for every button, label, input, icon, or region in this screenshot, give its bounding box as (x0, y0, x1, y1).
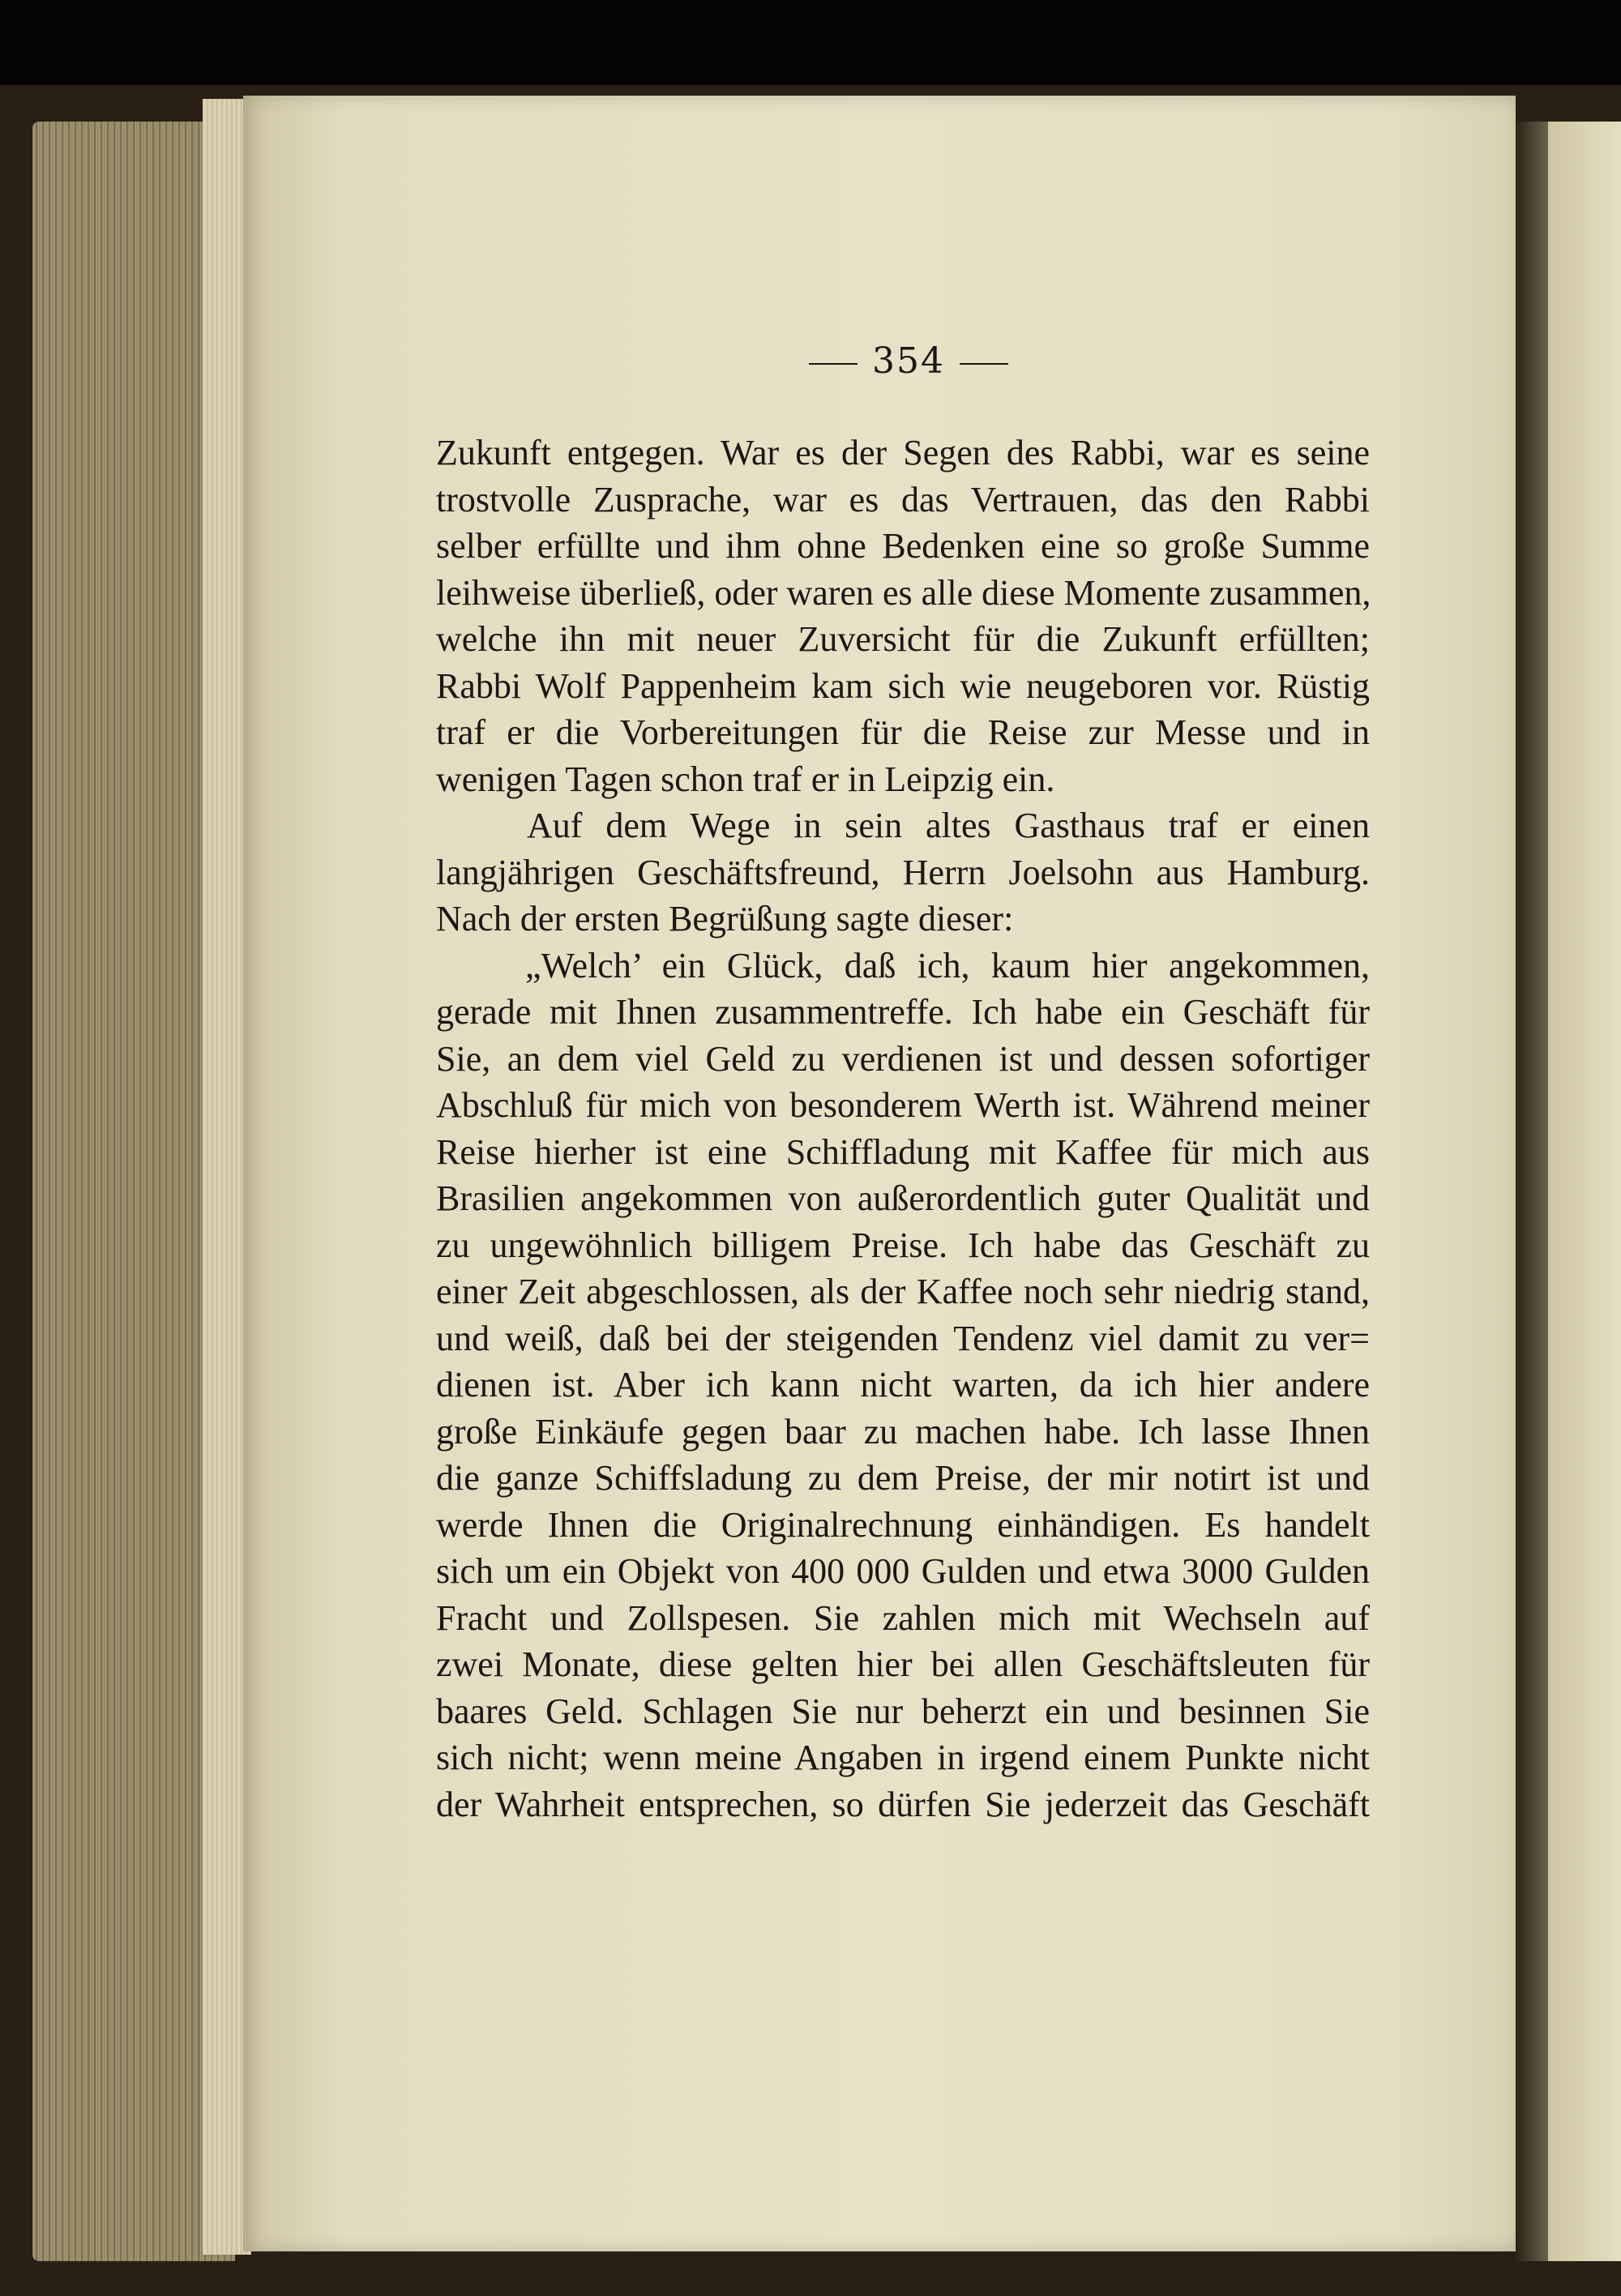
page-number: 354 (872, 340, 945, 382)
text-line: selber erfüllte und ihm ohne Bedenken eine so große Summe (436, 526, 1370, 566)
text-line: die ganze Schiffsladung zu dem Preise, der mir notirt ist und (436, 1458, 1370, 1498)
text-line: baares Geld. Schlagen Sie nur beherzt ein und besinnen Sie (436, 1691, 1370, 1731)
text-line: dienen ist. Aber ich kann nicht warten, da ich hier andere (436, 1365, 1370, 1405)
text-line: „Welch’ ein Glück, daß ich, kaum hier angekommen, (525, 945, 1370, 986)
body-text (436, 430, 1370, 1828)
book-gutter (1516, 122, 1548, 2261)
text-line: gerade mit Ihnen zusammentreffe. Ich habe ein Geschäft für (436, 992, 1370, 1032)
text-line: Abschluß für mich von besonderem Werth ist. Während meiner (436, 1085, 1370, 1125)
left-dash (809, 363, 858, 365)
right-dash (960, 363, 1008, 365)
text-line: sich um ein Objekt von 400 000 Gulden und etwa 3000 Gulden (436, 1551, 1370, 1591)
text-line: zwei Monate, diese gelten hier bei allen Geschäftsleuten für (436, 1644, 1370, 1684)
text-line: einer Zeit abgeschlossen, als der Kaffee noch sehr niedrig stand, (436, 1272, 1370, 1311)
text-line: Reise hierher ist eine Schiffladung mit Kaffee für mich aus (436, 1131, 1370, 1172)
text-line: wenigen Tagen schon traf er in Leipzig ein. (436, 759, 1055, 799)
text-line: und weiß, daß bei der steigenden Tendenz viel damit zu ver= (436, 1318, 1370, 1358)
text-line: trostvolle Zusprache, war es das Vertrauen, das den Rabbi (436, 479, 1370, 519)
text-line: Auf dem Wege in sein altes Gasthaus traf er einen (527, 806, 1370, 845)
text-line: langjährigen Geschäftsfreund, Herrn Joelsohn aus Hamburg. (436, 852, 1370, 892)
text-line: werde Ihnen die Originalrechnung einhändigen. Es handelt (436, 1504, 1370, 1545)
text-line: welche ihn mit neuer Zuversicht für die Zukunft erfüllten; (436, 619, 1370, 659)
text-line: Sie, an dem viel Geld zu verdienen ist und dessen sofortiger (436, 1038, 1370, 1079)
text-line: Fracht und Zollspesen. Sie zahlen mich mit Wechseln auf (436, 1597, 1370, 1638)
text-line: sich nicht; wenn meine Angaben in irgend einem Punkte nicht (436, 1738, 1370, 1777)
text-line: der Wahrheit entsprechen, so dürfen Sie jederzeit das Geschäft (436, 1784, 1370, 1824)
text-line: Brasilien angekommen von außerordentlich guter Qualität und (436, 1178, 1370, 1218)
next-page-edge (1548, 122, 1621, 2261)
text-line: große Einkäufe gegen baar zu machen habe. Ich lasse Ihnen (436, 1411, 1370, 1452)
page-number-header (794, 340, 1037, 382)
text-line: zu ungewöhnlich billigem Preise. Ich habe das Geschäft zu (436, 1225, 1370, 1265)
text-line: Rabbi Wolf Pappenheim kam sich wie neugeboren vor. Rüstig (436, 665, 1370, 706)
text-line: Nach der ersten Begrüßung sagte dieser: (436, 899, 1014, 938)
text-line: Zukunft entgegen. War es der Segen des Rabbi, war es seine (436, 433, 1370, 472)
text-line: leihweise überließ, oder waren es alle diese Momente zusammen, (436, 572, 1371, 613)
text-line: traf er die Vorbereitungen für die Reise zur Messe und in (436, 712, 1370, 752)
